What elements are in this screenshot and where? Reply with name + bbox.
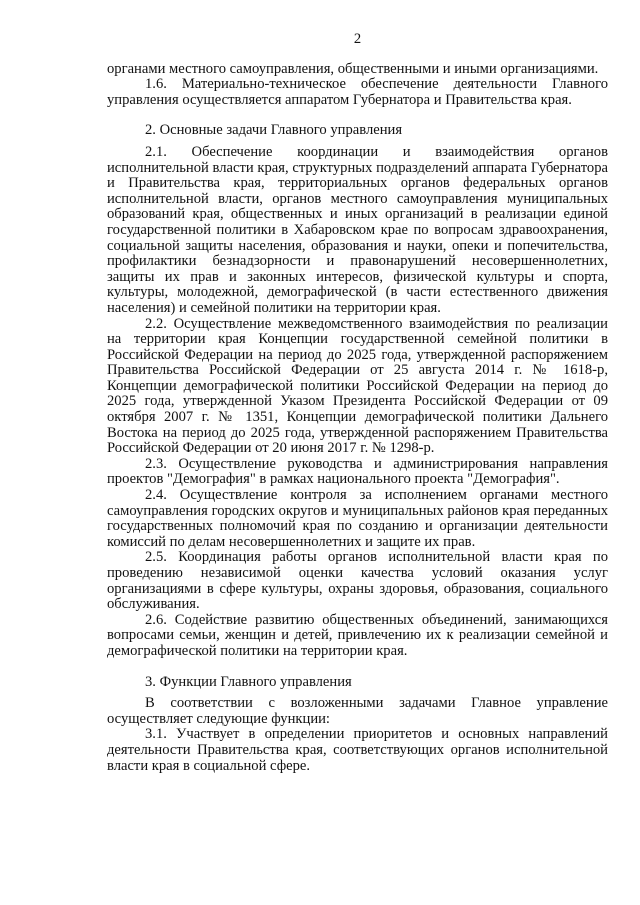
paragraph-1-6: 1.6. Материально-техническое обеспечение деятельности Главного управления осуществляется аппаратом Губернатора и Правительства края. <box>107 76 608 108</box>
paragraph-2-1: 2.1. Обеспечение координации и взаимодействия органов исполнительной власти края, структурных подразделений аппарата Губернатора и Правительства края, территориальных органов федеральных органов исполнительной власти, органов местного самоуправления муниципальных образований края, общественных и иных организаций в реализации единой государственной политики в Хабаровском крае по вопросам здравоохранения, социальной защиты населения, образования и науки, опеки и попечительства, профилактики безнадзорности и правонарушений несовершеннолетних, защиты их прав и законных интересов, физической культуры и спорта, культуры, молодежной, демографической (в части естественного движения населения) и семейной политики на территории края. <box>107 143 608 316</box>
paragraph-2-5: 2.5. Координация работы органов исполнительной власти края по проведению независимой оценки качества условий оказания услуг организациями в сфере культуры, охраны здоровья, образования, социального обслуживания. <box>107 549 608 613</box>
section-heading-2: 2. Основные задачи Главного управления <box>145 122 403 139</box>
paragraph-2-6: 2.6. Содействие развитию общественных объединений, занимающихся вопросами семьи, женщин и детей, привлечению их к реализации семейной и демографической политики на территории края. <box>107 611 608 659</box>
paragraph-3-intro: В соответствии с возложенными задачами Главное управление осуществляет следующие функции: <box>107 695 608 727</box>
paragraph-3-1: 3.1. Участвует в определении приоритетов и основных направлений деятельности Правительства края, соответствующих органов исполнительной власти края в социальной сфере. <box>107 726 608 774</box>
document-page <box>107 32 608 774</box>
paragraph-2-4: 2.4. Осуществление контроля за исполнением органами местного самоуправления городских округов и муниципальных районов края переданных государственных полномочий края по созданию и организации деятельности комиссий по делам несовершеннолетних и защите их прав. <box>107 487 608 550</box>
paragraph-continuation: органами местного самоуправления, общественными и иными организациями. <box>107 60 599 77</box>
section-heading-3: 3. Функции Главного управления <box>145 673 352 690</box>
paragraph-2-2: 2.2. Осуществление межведомственного взаимодействия по реализации на территории края Концепции государственной семейной политики в Российской Федерации на период до 2025 года, утвержденной распоряжением Правительства Российской Федерации от 25 августа 2014 г. № 1618-р, Концепции демографической политики Российской Федерации на период до 2025 года, утвержденной Указом Президента Российской Федерации от 09 октября 2007 г. № 1351, Концепции демографической политики Дальнего Востока на период до 2025 года, утвержденной распоряжением Правительства Российской Федерации от 20 июня 2017 г. № 1298-р. <box>107 315 608 457</box>
page-number: 2 <box>353 31 362 47</box>
paragraph-2-3: 2.3. Осуществление руководства и администрирования направления проектов "Демография" в рамках национального проекта "Демография". <box>107 455 608 488</box>
